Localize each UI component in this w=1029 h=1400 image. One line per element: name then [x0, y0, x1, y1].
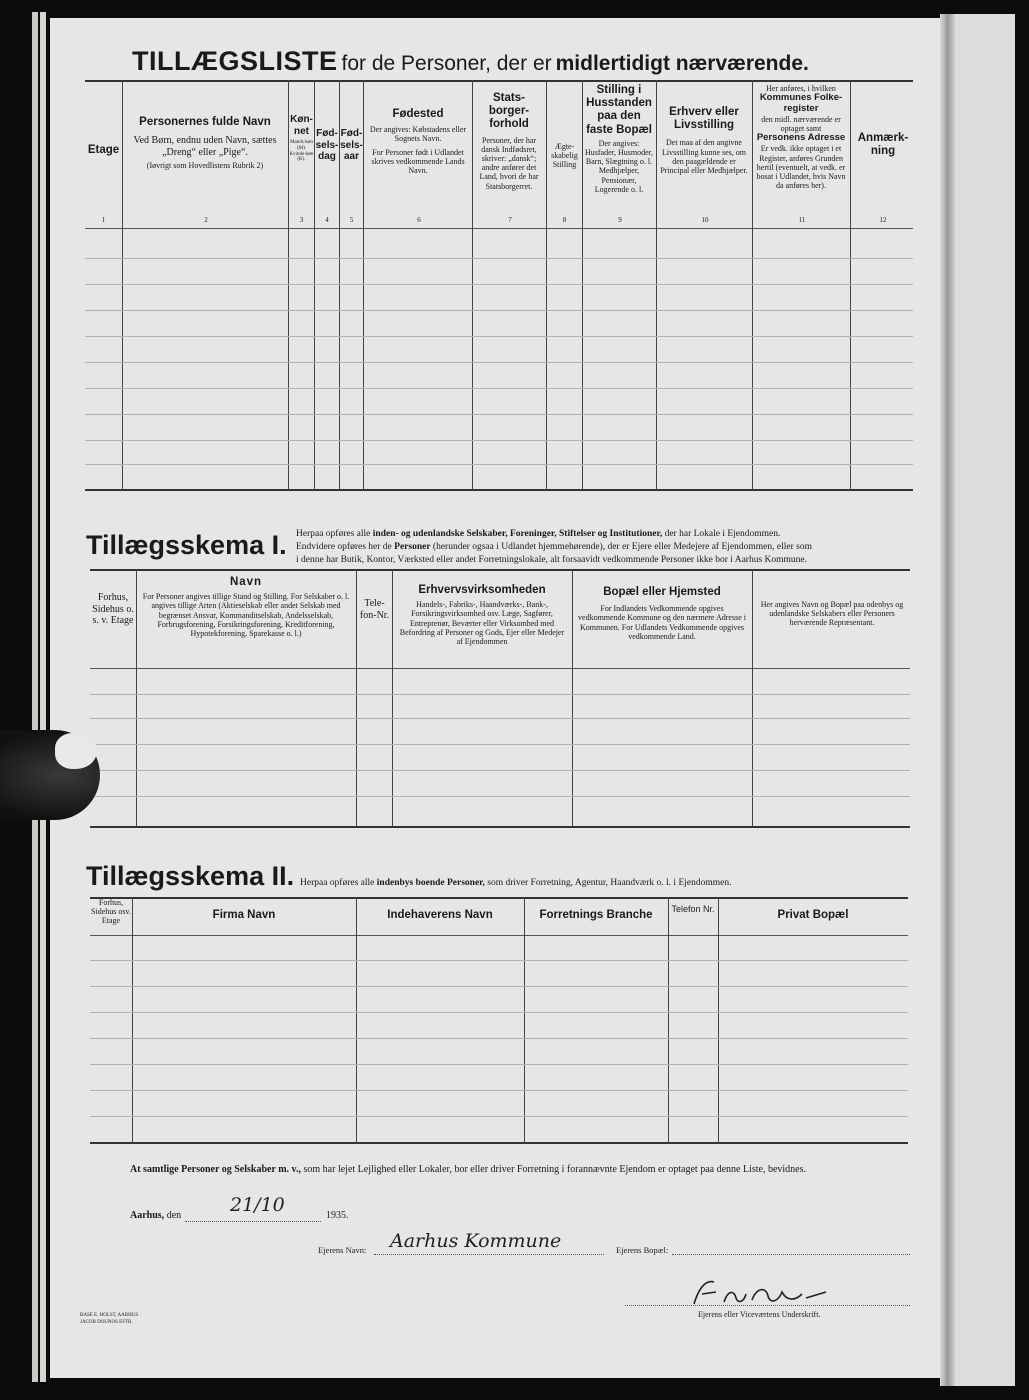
thumbnail-highlight	[55, 733, 97, 769]
skema2-intro-c: som driver Forretning, Agentur, Haandværk o. l. i Ejendommen.	[484, 878, 732, 888]
skema2-intro-a: Herpaa opføres alle	[300, 878, 377, 888]
footer-city: Aarhus,	[130, 1210, 165, 1221]
owner-dotline	[374, 1254, 604, 1255]
footer-den: den	[166, 1210, 182, 1221]
title-mid: for de Personer, der er	[341, 52, 552, 75]
col-birthday-header: Fød-sels-dag	[315, 128, 339, 162]
skema1-intro-3: i denne har Butik, Kontor, Værksted eller andet Forretningslokale, alt forsaavidt vedkommende Personer ikke bor i Aarhus Kommune.	[296, 555, 808, 565]
title-bold2: midlertidigt nærværende.	[555, 52, 809, 75]
col-number: 9	[618, 216, 622, 224]
skema1-title: Tillægsskema I.	[86, 530, 287, 560]
col-number: 12	[879, 216, 887, 224]
skema1-col-name	[140, 576, 352, 638]
signature-label: Ejerens eller Viceværtens Underskrift.	[698, 1310, 821, 1319]
skema2-title: Tillægsskema II.	[86, 861, 295, 891]
date-handwritten: 21/10	[230, 1194, 285, 1216]
skema1-col-residence-sub: For Indlandets Vedkommende opgives vedkommende Kommune og den nærmere Adresse i Kommunen. For Udlandets Vedkommende opgives vedkommende Land.	[578, 604, 746, 641]
skema1-intro-1a: Herpaa opføres alle	[296, 529, 373, 539]
col-birthplace-sub2: For Personer født i Udlandet skrives vedkommende Lands Navn.	[371, 147, 465, 175]
col-name-sub2: (Iøvrigt som Hovedlistens Rubrik 2)	[146, 161, 264, 171]
page-gutter	[940, 14, 955, 1386]
col-number: 6	[417, 216, 421, 224]
col-household-title: Stilling i Husstanden paa den faste Bopæl	[586, 84, 652, 136]
skema1-col-business	[396, 584, 568, 646]
owner-label: Ejerens Navn:	[318, 1245, 367, 1255]
col-marital-header: Ægte-skabelig Stilling	[551, 142, 578, 170]
page-edge	[40, 12, 46, 1382]
owner-handwritten: Aarhus Kommune	[390, 1230, 562, 1252]
col-citizenship-title: Stats-borger-forhold	[488, 92, 530, 131]
col-number: 8	[562, 216, 567, 224]
footer-statement	[130, 1164, 910, 1175]
printer-imprint: BASE E. HOLST, AARHUS · JACOB DOUNOS EFTR.	[80, 1313, 142, 1325]
skema2-intro-b: indenbys boende Personer,	[376, 878, 485, 888]
skema2-col-etage: Forhus, Sidehus osv. Etage	[91, 898, 131, 926]
col-sex-sub: Mands-køn (M). Kvinde-køn (K).	[289, 140, 314, 163]
bopael-dotline	[672, 1254, 910, 1255]
form-page	[50, 18, 950, 1378]
skema1-col-name-sub: For Personer angives tillige Stand og Stilling. For Selskaber o. l. angives tillige Arten (Aktieselskab eller andet Selskab med begrænset Ansvar, Kommanditselskab, Andelsselskab, Forbrugsforening, Forsikringsforening, Kreditforening, Hypotekforening, Sparekasse o. l.)	[142, 592, 350, 638]
col-register-title2: Personens Adresse	[756, 132, 846, 144]
col-citizenship-header	[474, 92, 544, 191]
skema2-col-phone: Telefon Nr.	[671, 904, 715, 914]
skema1-intro-2b: Personer	[394, 542, 431, 552]
col-number: 7	[508, 216, 512, 224]
skema1-col-business-sub: Handels-, Fabriks-, Haandværks-, Bank-, Forsikringsvirksomhed osv. Læge, Sagfører, Entreprenør, Beværter eller Virksomhed med Befordring af Personer og Gods, Ejer eller Medejer af Ejendommen	[399, 600, 565, 646]
footer-statement-rest: som har lejet Lejlighed eller Lokaler, bor eller driver Forretning i forannævnte Ejendom er optaget paa denne Liste, bevidnes.	[301, 1164, 806, 1175]
col-birthplace-header	[366, 108, 470, 175]
col-number: 1	[101, 216, 106, 224]
skema1-intro-1b: inden- og udenlandske Selskaber, Foreninger, Stiftelser og Institutioner,	[372, 529, 663, 539]
skema1-col-name-title: Navn	[229, 576, 263, 588]
footer-date-line	[130, 1210, 181, 1221]
col-number: 4	[325, 216, 329, 224]
skema1-col-representative: Her angives Navn og Bopæl paa odenbys og udenlandske Selskabers eller Personers herværende Repræsentant.	[760, 600, 904, 628]
col-sex-title: Køn-net	[290, 114, 313, 137]
col-register-pre: Her anføres, i hvilken	[766, 84, 836, 93]
skema1-intro	[296, 528, 914, 567]
col-household-header	[584, 84, 654, 194]
col-number: 11	[798, 216, 806, 224]
col-number: 10	[701, 216, 709, 224]
col-number: 2	[204, 216, 208, 224]
col-occupation-header	[658, 106, 750, 175]
col-citizenship-sub: Personer, der har dansk Indfødsret, skriver: „dansk“; andre anfører det Land, hvori de har Statsborgerret.	[479, 135, 539, 191]
page-edge	[32, 12, 38, 1382]
col-register-sub: den midl. nærværende er optaget samt	[761, 115, 841, 134]
col-sex-header	[289, 114, 314, 163]
col-name-title: Personernes fulde Navn	[139, 116, 271, 128]
skema1-col-residence	[576, 586, 748, 641]
col-remark-header: Anmærk-ning	[857, 132, 909, 158]
col-register-sub2: Er vedk. ikke optaget i et Register, anføres Grunden hertil (eventuelt, at vedk. er bosat i Udlandet, hvis Navn da anføres her).	[756, 144, 846, 191]
skema1-intro-2c: (herunder ogsaa i Udlandet hjemmehørende), der er Ejere eller Medejere af Ejendommen, eller som	[430, 542, 812, 552]
skema2-intro	[300, 877, 910, 890]
col-occupation-title: Erhverv eller Livsstilling	[669, 106, 739, 132]
title-bold: TILLÆGSLISTE	[132, 46, 338, 76]
col-name-sub: Ved Børn, endnu uden Navn, sættes „Dreng“ eller „Pige“.	[133, 135, 277, 158]
skema1-intro-2a: Endvidere opføres her de	[296, 542, 395, 552]
col-birthyear-header: Fød-sels-aar	[340, 128, 363, 162]
col-birthplace-title: Fødested	[392, 108, 444, 120]
col-etage-header: Etage	[87, 144, 120, 156]
col-number: 3	[299, 216, 304, 224]
footer-statement-bold: At samtlige Personer og Selskaber m. v.,	[130, 1164, 302, 1175]
footer-year: 1935.	[326, 1210, 349, 1221]
col-occupation-sub: Det maa af den angivne Livsstilling kunne ses, om den paagældende er Principal eller Medhjælper.	[660, 138, 748, 175]
skema1-col-residence-title: Bopæl eller Hjemsted	[603, 586, 721, 598]
col-birthplace-sub: Der angives: Købstadens eller Sognets Navn.	[369, 125, 467, 144]
col-household-sub: Der angives: Husfader, Husmoder, Barn, Slægtning o. l. Medhjælper, Pensionær, Logerende o. l.	[584, 138, 653, 194]
col-register-title: Kommunes Folke-register	[759, 92, 843, 115]
skema2-col-branch: Forretnings Branche	[539, 909, 653, 921]
page-title	[132, 46, 809, 77]
facing-page	[955, 14, 1015, 1386]
col-register-header	[754, 84, 848, 190]
skema2-col-owner: Indehaverens Navn	[387, 909, 493, 921]
skema2-col-private: Privat Bopæl	[777, 909, 849, 921]
col-number: 5	[349, 216, 354, 224]
skema1-col-etage: Forhus, Sidehus o. s. v. Etage	[92, 592, 134, 626]
skema1-col-phone: Tele-fon-Nr.	[359, 598, 390, 621]
skema1-intro-1c: der har Lokale i Ejendommen.	[662, 529, 781, 539]
skema2-col-firm: Firma Navn	[212, 909, 276, 921]
date-dotline	[185, 1221, 321, 1222]
bopael-label: Ejerens Bopæl:	[616, 1245, 669, 1255]
col-name-header	[124, 116, 286, 170]
skema1-col-business-title: Erhvervsvirksomheden	[418, 584, 546, 596]
